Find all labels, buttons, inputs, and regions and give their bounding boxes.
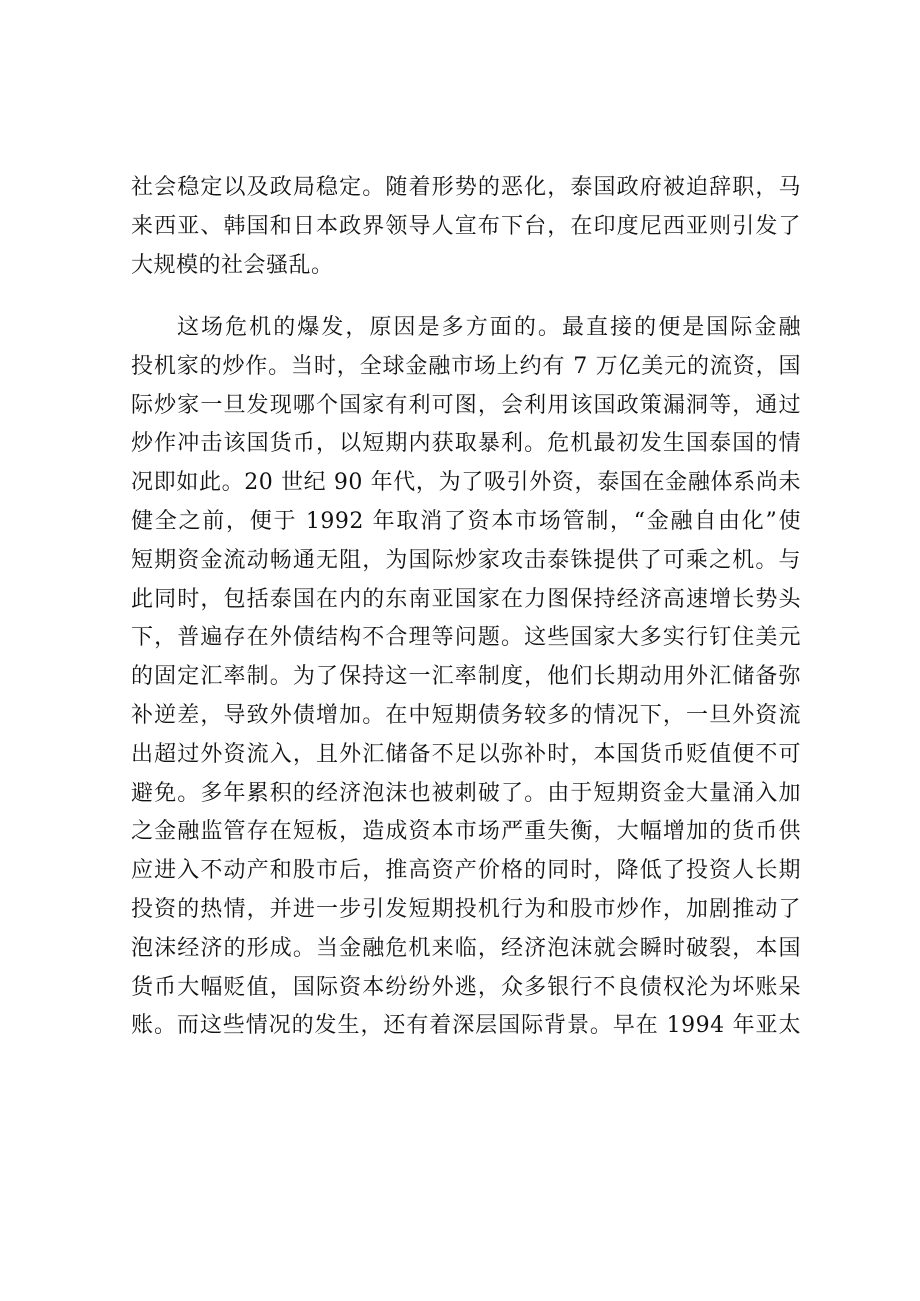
text-line: 大规模的社会骚乱。 [131,252,334,278]
text-line: 应进入不动产和股市后，推高资产价格的同时，降低了投资人长期 [131,858,801,884]
text-line: 的固定汇率制。为了保持这一汇率制度，他们长期动用外汇储备弥 [131,664,801,690]
text-line: 下，普遍存在外债结构不合理等问题。这些国家大多实行钉住美元 [131,625,801,651]
text-line: 际炒家一旦发现哪个国家有利可图，会利用该国政策漏洞等，通过 [131,392,801,418]
text-line: 账。而这些情况的发生，还有着深层国际背景。早在 1994 年亚太 [131,1013,801,1039]
text-line: 社会稳定以及政局稳定。随着形势的恶化，泰国政府被迫辞职，马 [131,175,801,200]
text-line: 泡沫经济的形成。当金融危机来临，经济泡沫就会瞬时破裂，本国 [131,935,801,961]
text-line: 来西亚、韩国和日本政界领导人宣布下台，在印度尼西亚则引发了 [131,213,801,239]
text-line: 炒作冲击该国货币，以短期内获取暴利。危机最初发生国泰国的情 [131,431,801,457]
text-line: 之金融监管存在短板，造成资本市场严重失衡，大幅增加的货币供 [131,819,801,845]
text-line: 货币大幅贬值，国际资本纷纷外逃，众多银行不良债权沦为坏账呆 [131,974,801,1000]
text-line [131,1046,801,1085]
paragraph-1 [131,169,801,285]
text-line: 健全之前，便于 1992 年取消了资本市场管制，“金融自由化”使 [131,508,801,534]
text-line: 此同时，包括泰国在内的东南亚国家在力图保持经济高速增长势头 [131,586,801,612]
text-line: 这场危机的爆发，原因是多方面的。最直接的便是国际金融 [177,315,801,340]
text-line: 出超过外资流入，且外汇储备不足以弥补时，本国货币贬值便不可 [131,741,801,767]
text-line: 短期资金流动畅通无阻，为国际炒家攻击泰铢提供了可乘之机。与 [131,547,801,573]
text-line: 况即如此。20 世纪 90 年代，为了吸引外资，泰国在金融体系尚未 [131,470,801,496]
text-line: 补逆差，导致外债增加。在中短期债务较多的情况下，一旦外资流 [131,702,801,728]
text-line: 避免。多年累积的经济泡沫也被刺破了。由于短期资金大量涌入加 [131,780,801,806]
paragraph-2 [131,309,801,1085]
text-line: 投机家的炒作。当时，全球金融市场上约有 7 万亿美元的流资，国 [131,353,801,379]
text-line: 投资的热情，并进一步引发短期投机行为和股市炒作，加剧推动了 [131,896,801,922]
